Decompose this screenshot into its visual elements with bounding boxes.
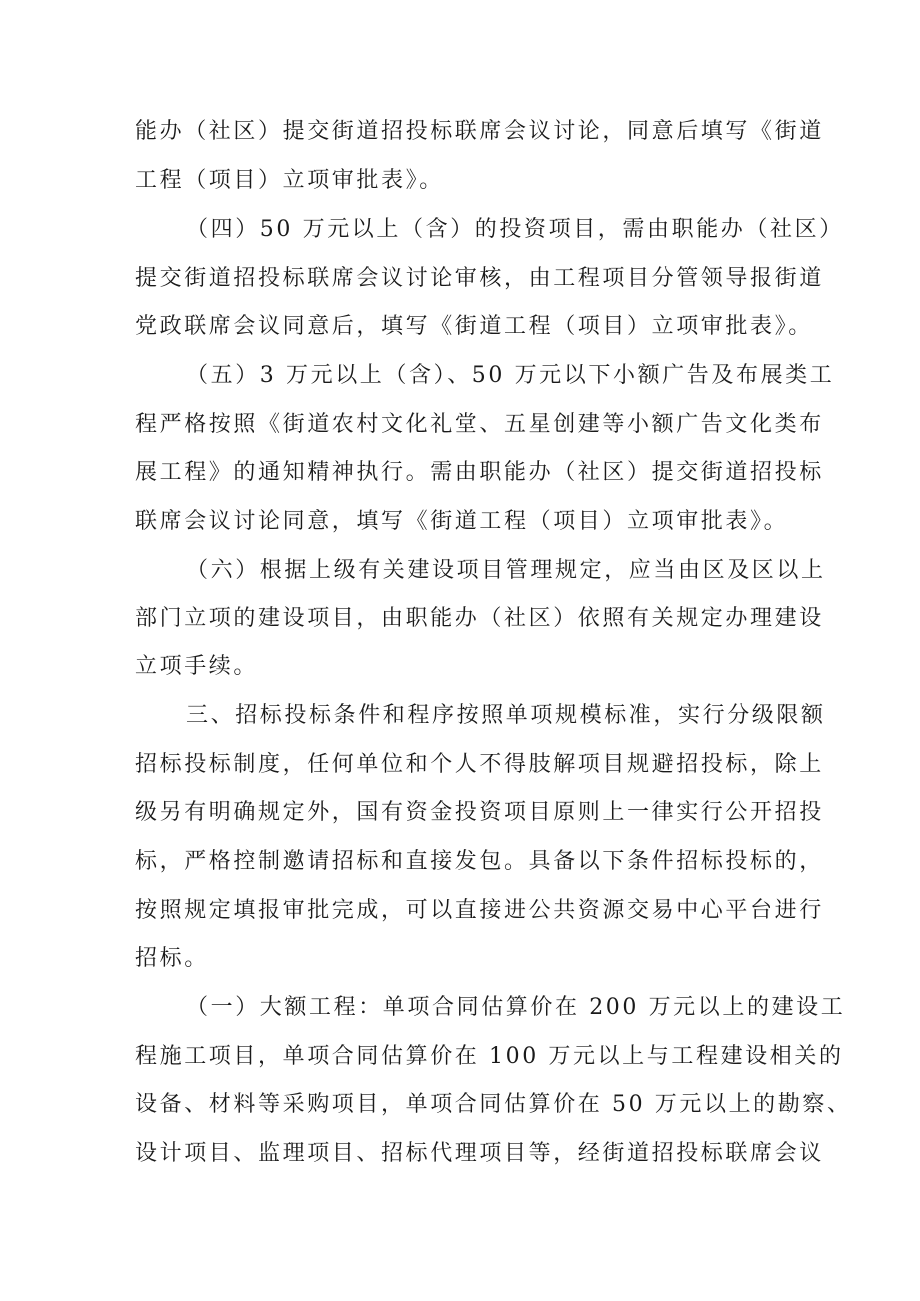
- text-line: 标，严格控制邀请招标和直接发包。具备以下条件招标投标的，: [135, 849, 824, 874]
- text-line: 工程（项目）立项审批表》。: [135, 168, 444, 193]
- text-line: 提交街道招投标联席会议讨论审核，由工程项目分管领导报街道: [135, 266, 824, 291]
- text-line: （六）根据上级有关建设项目管理规定，应当由区及区以上: [186, 558, 826, 583]
- text-line: 党政联席会议同意后，填写《街道工程（项目）立项审批表》。: [135, 314, 813, 339]
- text-line: 程严格按照《街道农村文化礼堂、五星创建等小额广告文化类布: [135, 412, 824, 437]
- text-line: （一）大额工程：单项合同估算价在 200 万元以上的建设工: [186, 995, 846, 1020]
- text-line: 按照规定填报审批完成，可以直接进公共资源交易中心平台进行: [135, 898, 824, 923]
- text-line: 设备、材料等采购项目，单项合同估算价在 50 万元以上的勘察、: [135, 1092, 852, 1117]
- text-line: 招标。: [135, 946, 209, 971]
- text-line: 程施工项目，单项合同估算价在 100 万元以上与工程建设相关的: [135, 1044, 844, 1069]
- text-line: （四）50 万元以上（含）的投资项目，需由职能办（社区）: [186, 217, 844, 242]
- text-line: 立项手续。: [135, 654, 259, 679]
- text-line: 级另有明确规定外，国有资金投资项目原则上一律实行公开招投: [135, 800, 824, 825]
- text-line: （五）3 万元以上（含）、50 万元以下小额广告及布展类工: [186, 363, 835, 388]
- text-line: 招标投标制度，任何单位和个人不得肢解项目规避招投标，除上: [135, 752, 824, 777]
- text-line: 能办（社区）提交街道招投标联席会议讨论，同意后填写《街道: [135, 119, 824, 144]
- text-line: 展工程》的通知精神执行。需由职能办（社区）提交街道招投标: [135, 460, 824, 485]
- text-line: 三、招标投标条件和程序按照单项规模标准，实行分级限额: [186, 703, 826, 728]
- text-line: 设计项目、监理项目、招标代理项目等，经街道招投标联席会议: [135, 1141, 824, 1166]
- text-line: 部门立项的建设项目，由职能办（社区）依照有关规定办理建设: [135, 606, 824, 631]
- text-line: 联席会议讨论同意，填写《街道工程（项目）立项审批表》。: [135, 509, 789, 534]
